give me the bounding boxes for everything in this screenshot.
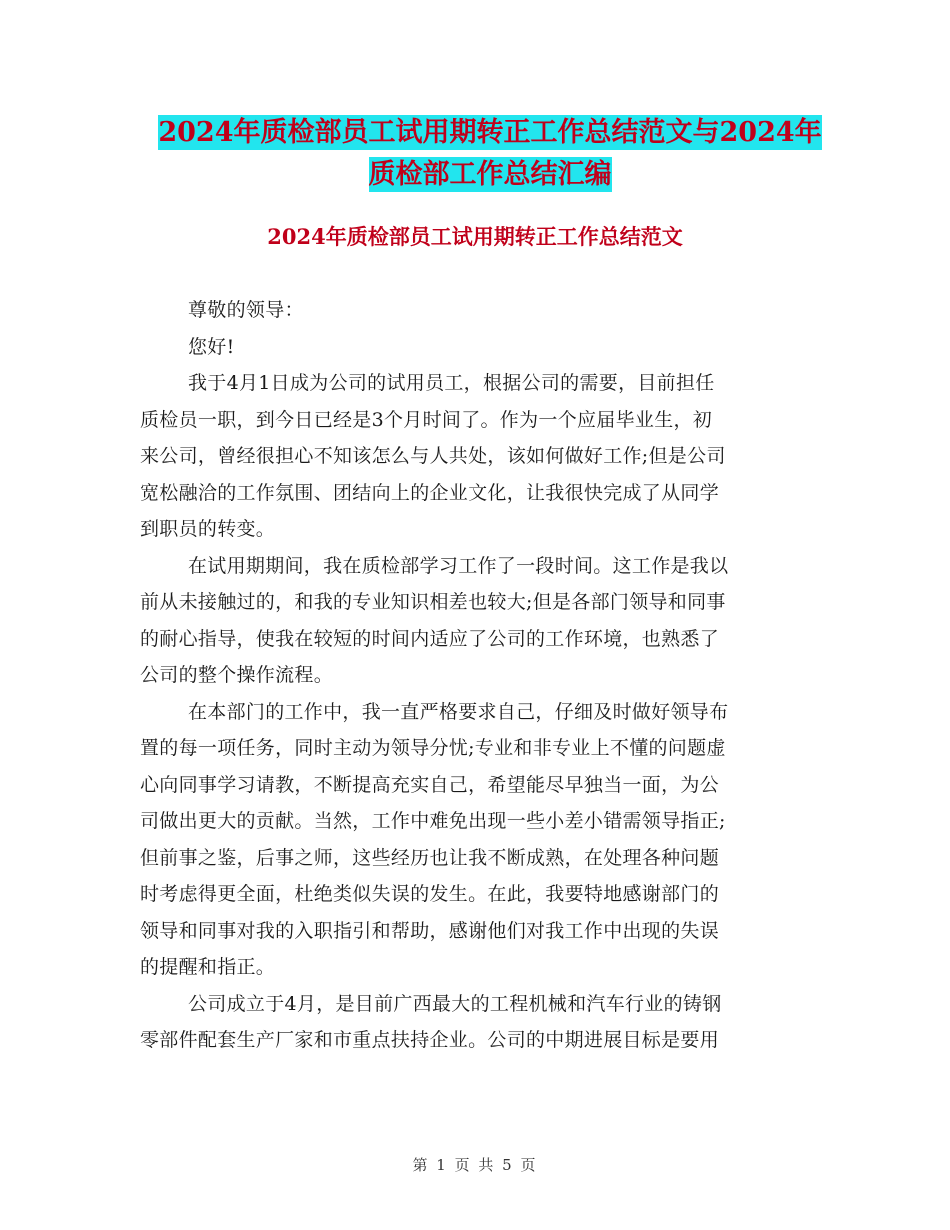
paragraph-line: 到职员的转变。 bbox=[140, 518, 276, 540]
paragraph-1 bbox=[140, 365, 805, 548]
title-line-2: 质检部工作总结汇编 bbox=[368, 159, 612, 190]
paragraph-line: 公司成立于4月，是目前广西最大的工程机械和汽车行业的铸钢 bbox=[188, 992, 722, 1015]
title-line-1: 2024年质检部员工试用期转正工作总结范文与2024年 bbox=[158, 117, 822, 148]
paragraph-line: 置的每一项任务，同时主动为领导分忧;专业和非专业上不懂的问题虚 bbox=[140, 737, 726, 759]
paragraph-line: 的提醒和指正。 bbox=[140, 956, 276, 978]
paragraph-line: 质检员一职，到今日已经是3个月时间了。作为一个应届毕业生，初 bbox=[140, 408, 713, 431]
paragraph-line: 时考虑得更全面，杜绝类似失误的发生。在此，我要特地感谢部门的 bbox=[140, 883, 720, 905]
document-body bbox=[140, 292, 805, 1059]
paragraph-line: 司做出更大的贡献。当然，工作中难免出现一些小差小错需领导指正; bbox=[140, 810, 726, 832]
paragraph-line: 但前事之鉴，后事之师，这些经历也让我不断成熟，在处理各种问题 bbox=[140, 846, 720, 869]
paragraph-4 bbox=[140, 986, 805, 1059]
paragraph-3 bbox=[140, 694, 805, 986]
paragraph-line: 我于4月1日成为公司的试用员工，根据公司的需要，目前担任 bbox=[188, 372, 715, 394]
section-heading: 2024年质检部员工试用期转正工作总结范文 bbox=[267, 224, 683, 249]
paragraph-line: 在试用期期间，我在质检部学习工作了一段时间。这工作是我以 bbox=[188, 554, 729, 577]
paragraph-line: 在本部门的工作中，我一直严格要求自己，仔细及时做好领导布 bbox=[188, 700, 729, 723]
document-title bbox=[140, 112, 840, 196]
paragraph-line: 心向同事学习请教，不断提高充实自己，希望能尽早独当一面，为公 bbox=[140, 773, 720, 796]
paragraph-line: 的耐心指导，使我在较短的时间内适应了公司的工作环境，也熟悉了 bbox=[140, 627, 720, 650]
paragraph-2 bbox=[140, 548, 805, 694]
page-number-footer: 第 1 页 共 5 页 bbox=[412, 1156, 538, 1174]
paragraph-line: 前从未接触过的，和我的专业知识相差也较大;但是各部门领导和同事 bbox=[140, 591, 726, 613]
paragraph-line: 来公司，曾经很担心不知该怎么与人共处，该如何做好工作;但是公司 bbox=[140, 445, 726, 467]
salutation: 尊敬的领导： bbox=[188, 299, 304, 321]
paragraph-line: 宽松融洽的工作氛围、团结向上的企业文化，让我很快完成了从同学 bbox=[140, 481, 720, 504]
paragraph-line: 公司的整个操作流程。 bbox=[140, 664, 334, 686]
paragraph-line: 领导和同事对我的入职指引和帮助，感谢他们对我工作中出现的失误 bbox=[140, 919, 720, 942]
greeting: 您好! bbox=[188, 335, 235, 358]
paragraph-line: 零部件配套生产厂家和市重点扶持企业。公司的中期进展目标是要用 bbox=[140, 1029, 720, 1051]
